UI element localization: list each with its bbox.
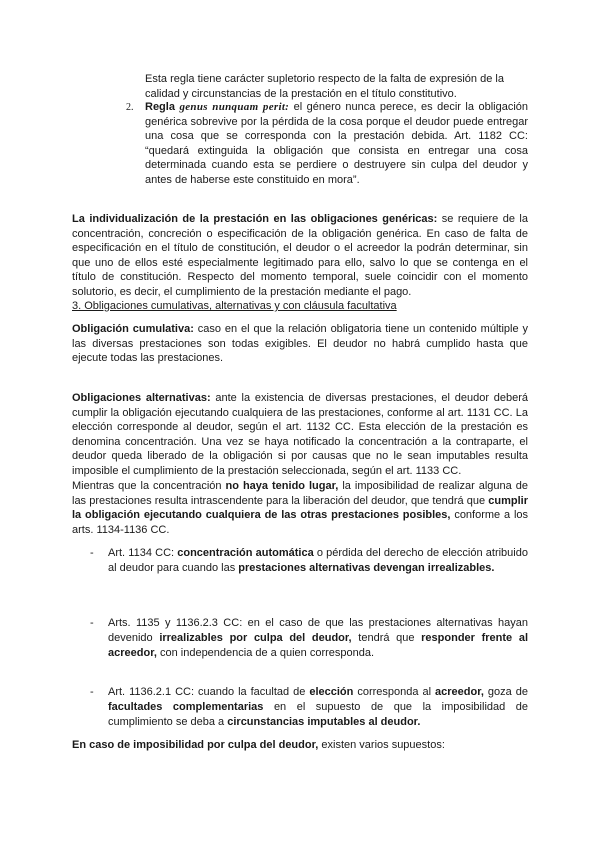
item-2-number: 2. <box>126 102 134 113</box>
bullet-1 <box>108 546 528 576</box>
mientras-paragraph <box>72 479 528 537</box>
mientras-t3: conforme a los arts. 1134-1136 CC. <box>72 509 529 536</box>
mientras-t2: la imposibilidad de realizar alguna de las prestaciones resulta intrascendente para la liberación del deudor, que tendrá que <box>72 480 528 507</box>
individualizacion-bold: La individualización de la prestación en las obligaciones genéricas: <box>72 213 438 225</box>
item-2-genus: genus nunquam perit: <box>179 101 290 113</box>
bullet-2-dash: - <box>90 617 94 629</box>
bullet-2-b2: responder frente al acreedor, <box>108 632 529 659</box>
item-2-text <box>145 100 528 188</box>
intro-text: Esta regla tiene carácter supletorio respecto de la falta de expresión de la calidad y circunstancias de la prestación en el título constitutivo. <box>145 73 504 100</box>
bullet-2-text <box>108 616 528 661</box>
alternativas-bold: Obligaciones alternativas: <box>72 392 211 404</box>
bullet-3-t2: corresponda al <box>353 686 436 698</box>
cumulativa-bold: Obligación cumulativa: <box>72 323 194 335</box>
bullet-3-b4: circunstancias imputables al deudor. <box>227 716 421 728</box>
cumulativa-text <box>72 322 528 366</box>
bullet-3-text <box>108 685 528 730</box>
bullet-3-b1: elección <box>309 686 354 698</box>
bullet-2-t2: tendrá que <box>351 632 422 644</box>
bullet-3-b3: facultades complementarias <box>108 701 264 713</box>
alternativas-text <box>72 391 528 479</box>
mientras-b1: no haya tenido lugar, <box>225 480 339 492</box>
bullet-3-t1: Art. 1136.2.1 CC: cuando la facultad de <box>108 686 310 698</box>
bullet-1-t2: o pérdida del derecho de elección atribuido al deudor para cuando las <box>108 547 528 574</box>
mientras-t1: Mientras que la concentración <box>72 480 226 492</box>
individualizacion-text <box>72 212 528 300</box>
bullet-2-t1: Arts. 1135 y 1136.2.3 CC: en el caso de que las prestaciones alternativas hayan devenido <box>108 617 528 644</box>
item-2-body: el género nunca perece, es decir la obligación genérica sobrevive por la pérdida de la cosa porque el deudor puede entregar una cosa que se corresponda con la prestación debida. Art. 1182 CC: “quedará extinguida la obligación que consista en entregar una cosa determinada cuando esta se perdiere o destruyere sin culpa del deudor y antes de haberse este constituido en mora”. <box>145 101 529 186</box>
bullet-1-text <box>108 546 528 576</box>
alternativas-paragraph <box>72 391 528 479</box>
intro-paragraph <box>145 72 528 101</box>
bullet-2-b1: irrealizables por culpa del deudor, <box>159 632 352 644</box>
bullet-3-dash: - <box>90 686 94 698</box>
final-paragraph <box>72 738 528 753</box>
mientras-text <box>72 479 528 537</box>
cumulativa-body: caso en el que la relación obligatoria tiene un contenido múltiple y las diversas prestaciones son todas exigibles. El deudor no habrá cumplido hasta que ejecute todas las prestaciones. <box>72 323 528 365</box>
bullet-3 <box>108 685 528 730</box>
section-3-heading <box>72 299 528 314</box>
item-2-lead: Regla <box>145 101 180 113</box>
alternativas-body: ante la existencia de diversas prestaciones, el deudor deberá cumplir la obligación ejecutando cualquiera de las prestaciones, conforme al art. 1131 CC. La elección corresponde al deudor, según el art. 1132 CC. Esta elección de la prestación es denomina concentración. Una vez se haya notificado la concentración a la contraparte, el deudor queda liberado de la obligación si por causas que no le sean imputables resulta imposible el cumplimiento de la prestación seleccionada, según el art. 1133 CC. <box>72 392 529 477</box>
bullet-2-t3: con independencia de a quien corresponda. <box>156 647 375 659</box>
cumulativa-paragraph <box>72 322 528 366</box>
bullet-3-t4: en el supuesto de que la imposibilidad de cumplimiento se deba a <box>108 701 528 728</box>
bullet-2 <box>108 616 528 661</box>
bullet-1-b2: prestaciones alternativas devengan irrealizables. <box>238 562 495 574</box>
bullet-1-t1: Art. 1134 CC: <box>108 547 178 559</box>
final-bold: En caso de imposibilidad por culpa del deudor, <box>72 739 319 751</box>
bullet-1-dash: - <box>90 547 94 559</box>
individualizacion-paragraph <box>72 212 528 300</box>
final-text <box>72 738 528 753</box>
bullet-1-b1: concentración automática <box>177 547 314 559</box>
item-2-paragraph <box>145 100 528 188</box>
final-body: existen varios supuestos: <box>318 739 445 751</box>
bullet-3-b2: acreedor, <box>435 686 484 698</box>
section-3-heading-text: 3. Obligaciones cumulativas, alternativas y con cláusula facultativa <box>72 300 397 312</box>
individualizacion-body: se requiere de la concentración, concreción o especificación de la obligación genérica. En caso de falta de especificación en el título de constitución, el deudor o el acreedor la podrán determinar, sin que uno de ellos esté especialmente legitimado para ello, salvo lo que se contenga en el título de constitución. Respecto del momento temporal, suele coincidir con el momento solutorio, es decir, el cumplimiento de la prestación mediante el pago. <box>72 213 528 298</box>
bullet-3-t3: goza de <box>483 686 528 698</box>
mientras-b2: cumplir la obligación ejecutando cualquiera de las otras prestaciones posibles, <box>72 494 528 522</box>
